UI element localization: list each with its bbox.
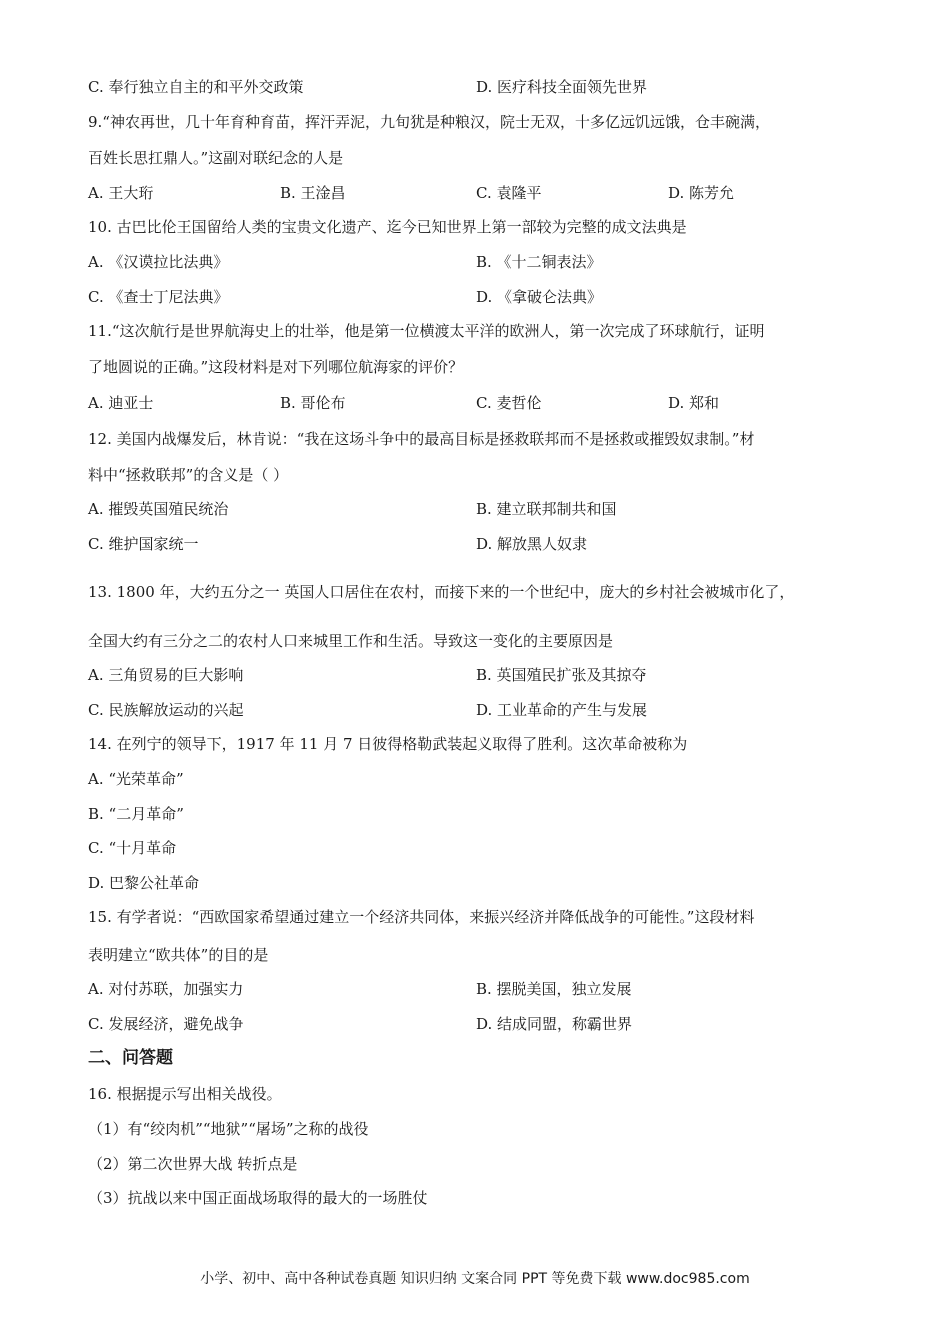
- q10-option-d: D. 《拿破仑法典》: [476, 288, 603, 306]
- q8-option-c: C. 奉行独立自主的和平外交政策: [88, 78, 304, 96]
- q13-option-b: B. 英国殖民扩张及其掠夺: [476, 666, 647, 684]
- q15-option-b: B. 摆脱美国，独立发展: [476, 980, 632, 998]
- q9-stem-line2: 百姓长思扛鼎人。”这副对联纪念的人是: [88, 149, 344, 167]
- q15-option-a: A. 对付苏联，加强实力: [88, 980, 244, 998]
- q10-option-b: B. 《十二铜表法》: [476, 253, 602, 271]
- q8-option-d: D. 医疗科技全面领先世界: [476, 78, 648, 96]
- q11-stem-line2: 了地圆说的正确。”这段材料是对下列哪位航海家的评价？: [88, 358, 464, 376]
- section-heading-qa: 二、问答题: [88, 1048, 173, 1068]
- q12-option-a: A. 摧毁英国殖民统治: [88, 500, 229, 518]
- q15-stem-line1: 15. 有学者说：“西欧国家希望通过建立一个经济共同体，来振兴经济并降低战争的可能性。”这段材料: [88, 908, 755, 926]
- q13-stem-line1: 13. 1800 年，大约五分之一 英国人口居住在农村，而接下来的一个世纪中，庞大的乡村社会被城市化了，: [88, 583, 795, 601]
- q15-stem-line2: 表明建立“欧共体”的目的是: [88, 946, 269, 964]
- q11-option-d: D. 郑和: [668, 394, 720, 412]
- q13-option-d: D. 工业革命的产生与发展: [476, 701, 648, 719]
- q16-item-3: （3）抗战以来中国正面战场取得的最大的一场胜仗: [88, 1189, 428, 1207]
- q11-option-b: B. 哥伦布: [280, 394, 346, 412]
- q11-stem-line1: 11.“这次航行是世界航海史上的壮举，他是第一位横渡太平洋的欧洲人，第一次完成了环球航行，证明: [88, 322, 765, 340]
- q10-option-a: A. 《汉谟拉比法典》: [88, 253, 229, 271]
- q10-option-c: C. 《查士丁尼法典》: [88, 288, 229, 306]
- q14-option-b: B. “二月革命”: [88, 805, 184, 823]
- q14-option-a: A. “光荣革命”: [88, 770, 184, 788]
- q11-option-c: C. 麦哲伦: [476, 394, 542, 412]
- q16-item-1: （1）有“绞肉机”“地狱”“屠场”之称的战役: [88, 1120, 369, 1138]
- q9-stem-line1: 9.“神农再世，几十年育种育苗，挥汗弄泥，九旬犹是种粮汉，院士无双，十多亿远饥远饿，仓丰碗满，: [88, 113, 770, 131]
- q12-option-d: D. 解放黑人奴隶: [476, 535, 588, 553]
- q13-option-c: C. 民族解放运动的兴起: [88, 701, 244, 719]
- q9-option-a: A. 王大珩: [88, 184, 154, 202]
- q12-stem-line2: 料中“拯救联邦”的含义是（ ）: [88, 466, 289, 484]
- q14-stem: 14. 在列宁的领导下，1917 年 11 月 7 日彼得格勒武装起义取得了胜利。这次革命被称为: [88, 735, 688, 753]
- q15-option-c: C. 发展经济，避免战争: [88, 1015, 244, 1033]
- q14-option-d: D. 巴黎公社革命: [88, 874, 200, 892]
- q12-option-b: B. 建立联邦制共和国: [476, 500, 617, 518]
- q11-option-a: A. 迪亚士: [88, 394, 154, 412]
- q12-option-c: C. 维护国家统一: [88, 535, 199, 553]
- q16-item-2: （2）第二次世界大战 转折点是: [88, 1155, 298, 1173]
- q9-option-c: C. 袁隆平: [476, 184, 542, 202]
- page-footer: 小学、初中、高中各种试卷真题 知识归纳 文案合同 PPT 等免费下载 www.doc985.com: [200, 1271, 750, 1287]
- q10-stem: 10. 古巴比伦王国留给人类的宝贵文化遗产、迄今已知世界上第一部较为完整的成文法典是: [88, 218, 687, 236]
- q12-stem-line1: 12. 美国内战爆发后，林肯说：“我在这场斗争中的最高目标是拯救联邦而不是拯救或摧毁奴隶制。”材: [88, 430, 755, 448]
- q9-option-b: B. 王淦昌: [280, 184, 346, 202]
- q9-option-d: D. 陈芳允: [668, 184, 735, 202]
- q16-stem: 16. 根据提示写出相关战役。: [88, 1085, 282, 1103]
- q15-option-d: D. 结成同盟，称霸世界: [476, 1015, 633, 1033]
- q13-stem-line2: 全国大约有三分之二的农村人口来城里工作和生活。导致这一变化的主要原因是: [88, 632, 614, 650]
- q13-option-a: A. 三角贸易的巨大影响: [88, 666, 244, 684]
- q14-option-c: C. “十月革命: [88, 839, 177, 857]
